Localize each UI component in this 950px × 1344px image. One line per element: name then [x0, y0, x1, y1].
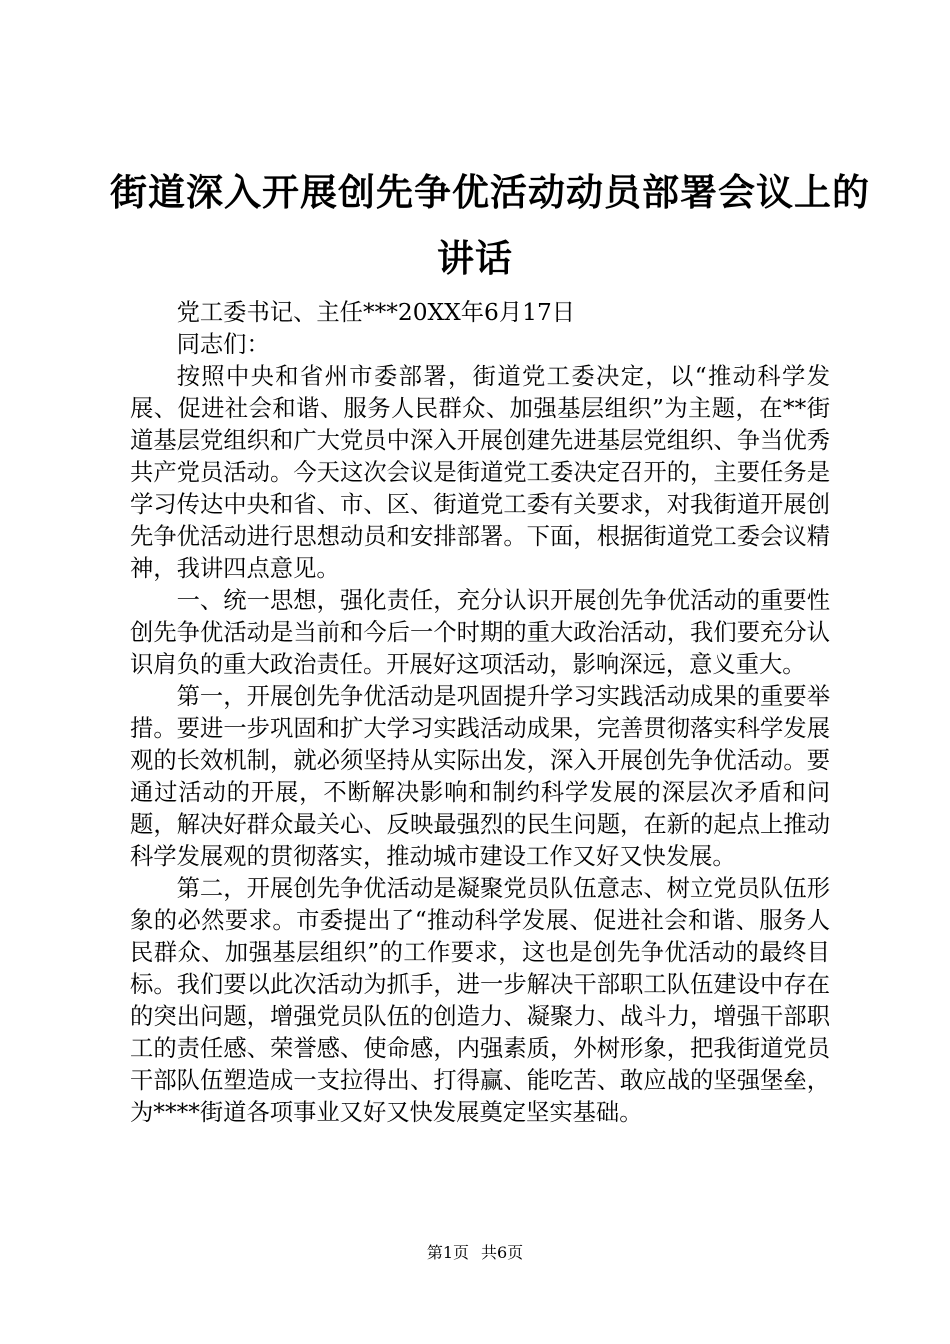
page-footer [0, 1242, 950, 1264]
salutation: 同志们： [176, 331, 270, 358]
title-line-1: 街道深入开展创先争优活动动员部署会议上的 [110, 171, 870, 214]
paragraph-3: 第一，开展创先争优活动是巩固提升学习实践活动成果的重要举措。要进一步巩固和扩大学习实践活动成果，完善贯彻落实科学发展观的长效机制，就必须坚持从实际出发，深入开展创先争优活动。要通过活动的开展，不断解决影响和制约科学发展的深层次矛盾和问题，解决好群众最关心、反映最强烈的民生问题，在新的起点上推动科学发展观的贯彻落实，推动城市建设工作又好又快发展。 [130, 683, 830, 870]
paragraph-2: 一、统一思想，强化责任，充分认识开展创先争优活动的重要性创先争优活动是当前和今后一个时期的重大政治活动，我们要充分认识肩负的重大政治责任。开展好这项活动，影响深远，意义重大。 [130, 587, 830, 678]
title-line-2: 讲话 [437, 237, 513, 280]
document-title [110, 160, 870, 292]
author-line: 党工委书记、主任***20XX年6月17日 [176, 299, 576, 326]
page-number: 第1页 [426, 1243, 469, 1262]
document-body [130, 297, 830, 1129]
paragraph-4: 第二，开展创先争优活动是凝聚党员队伍意志、树立党员队伍形象的必然要求。市委提出了“推动科学发展、促进社会和谐、服务人民群众、加强基层组织”的工作要求，这也是创先争优活动的最终目标。我们要以此次活动为抓手，进一步解决干部职工队伍建设中存在的突出问题，增强党员队伍的创造力、凝聚力、战斗力，增强干部职工的责任感、荣誉感、使命感，内强素质，外树形象，把我街道党员干部队伍塑造成一支拉得出、打得赢、能吃苦、敢应战的坚强堡垒，为****街道各项事业又好又快发展奠定坚实基础。 [130, 875, 830, 1126]
page-total: 共6页 [481, 1243, 524, 1262]
paragraph-1: 按照中央和省州市委部署，街道党工委决定，以“推动科学发展、促进社会和谐、服务人民群众、加强基层组织”为主题，在**街道基层党组织和广大党员中深入开展创建先进基层党组织、争当优秀共产党员活动。今天这次会议是街道党工委决定召开的，主要任务是学习传达中央和省、市、区、街道党工委有关要求，对我街道开展创先争优活动进行思想动员和安排部署。下面，根据街道党工委会议精神，我讲四点意见。 [130, 363, 830, 582]
